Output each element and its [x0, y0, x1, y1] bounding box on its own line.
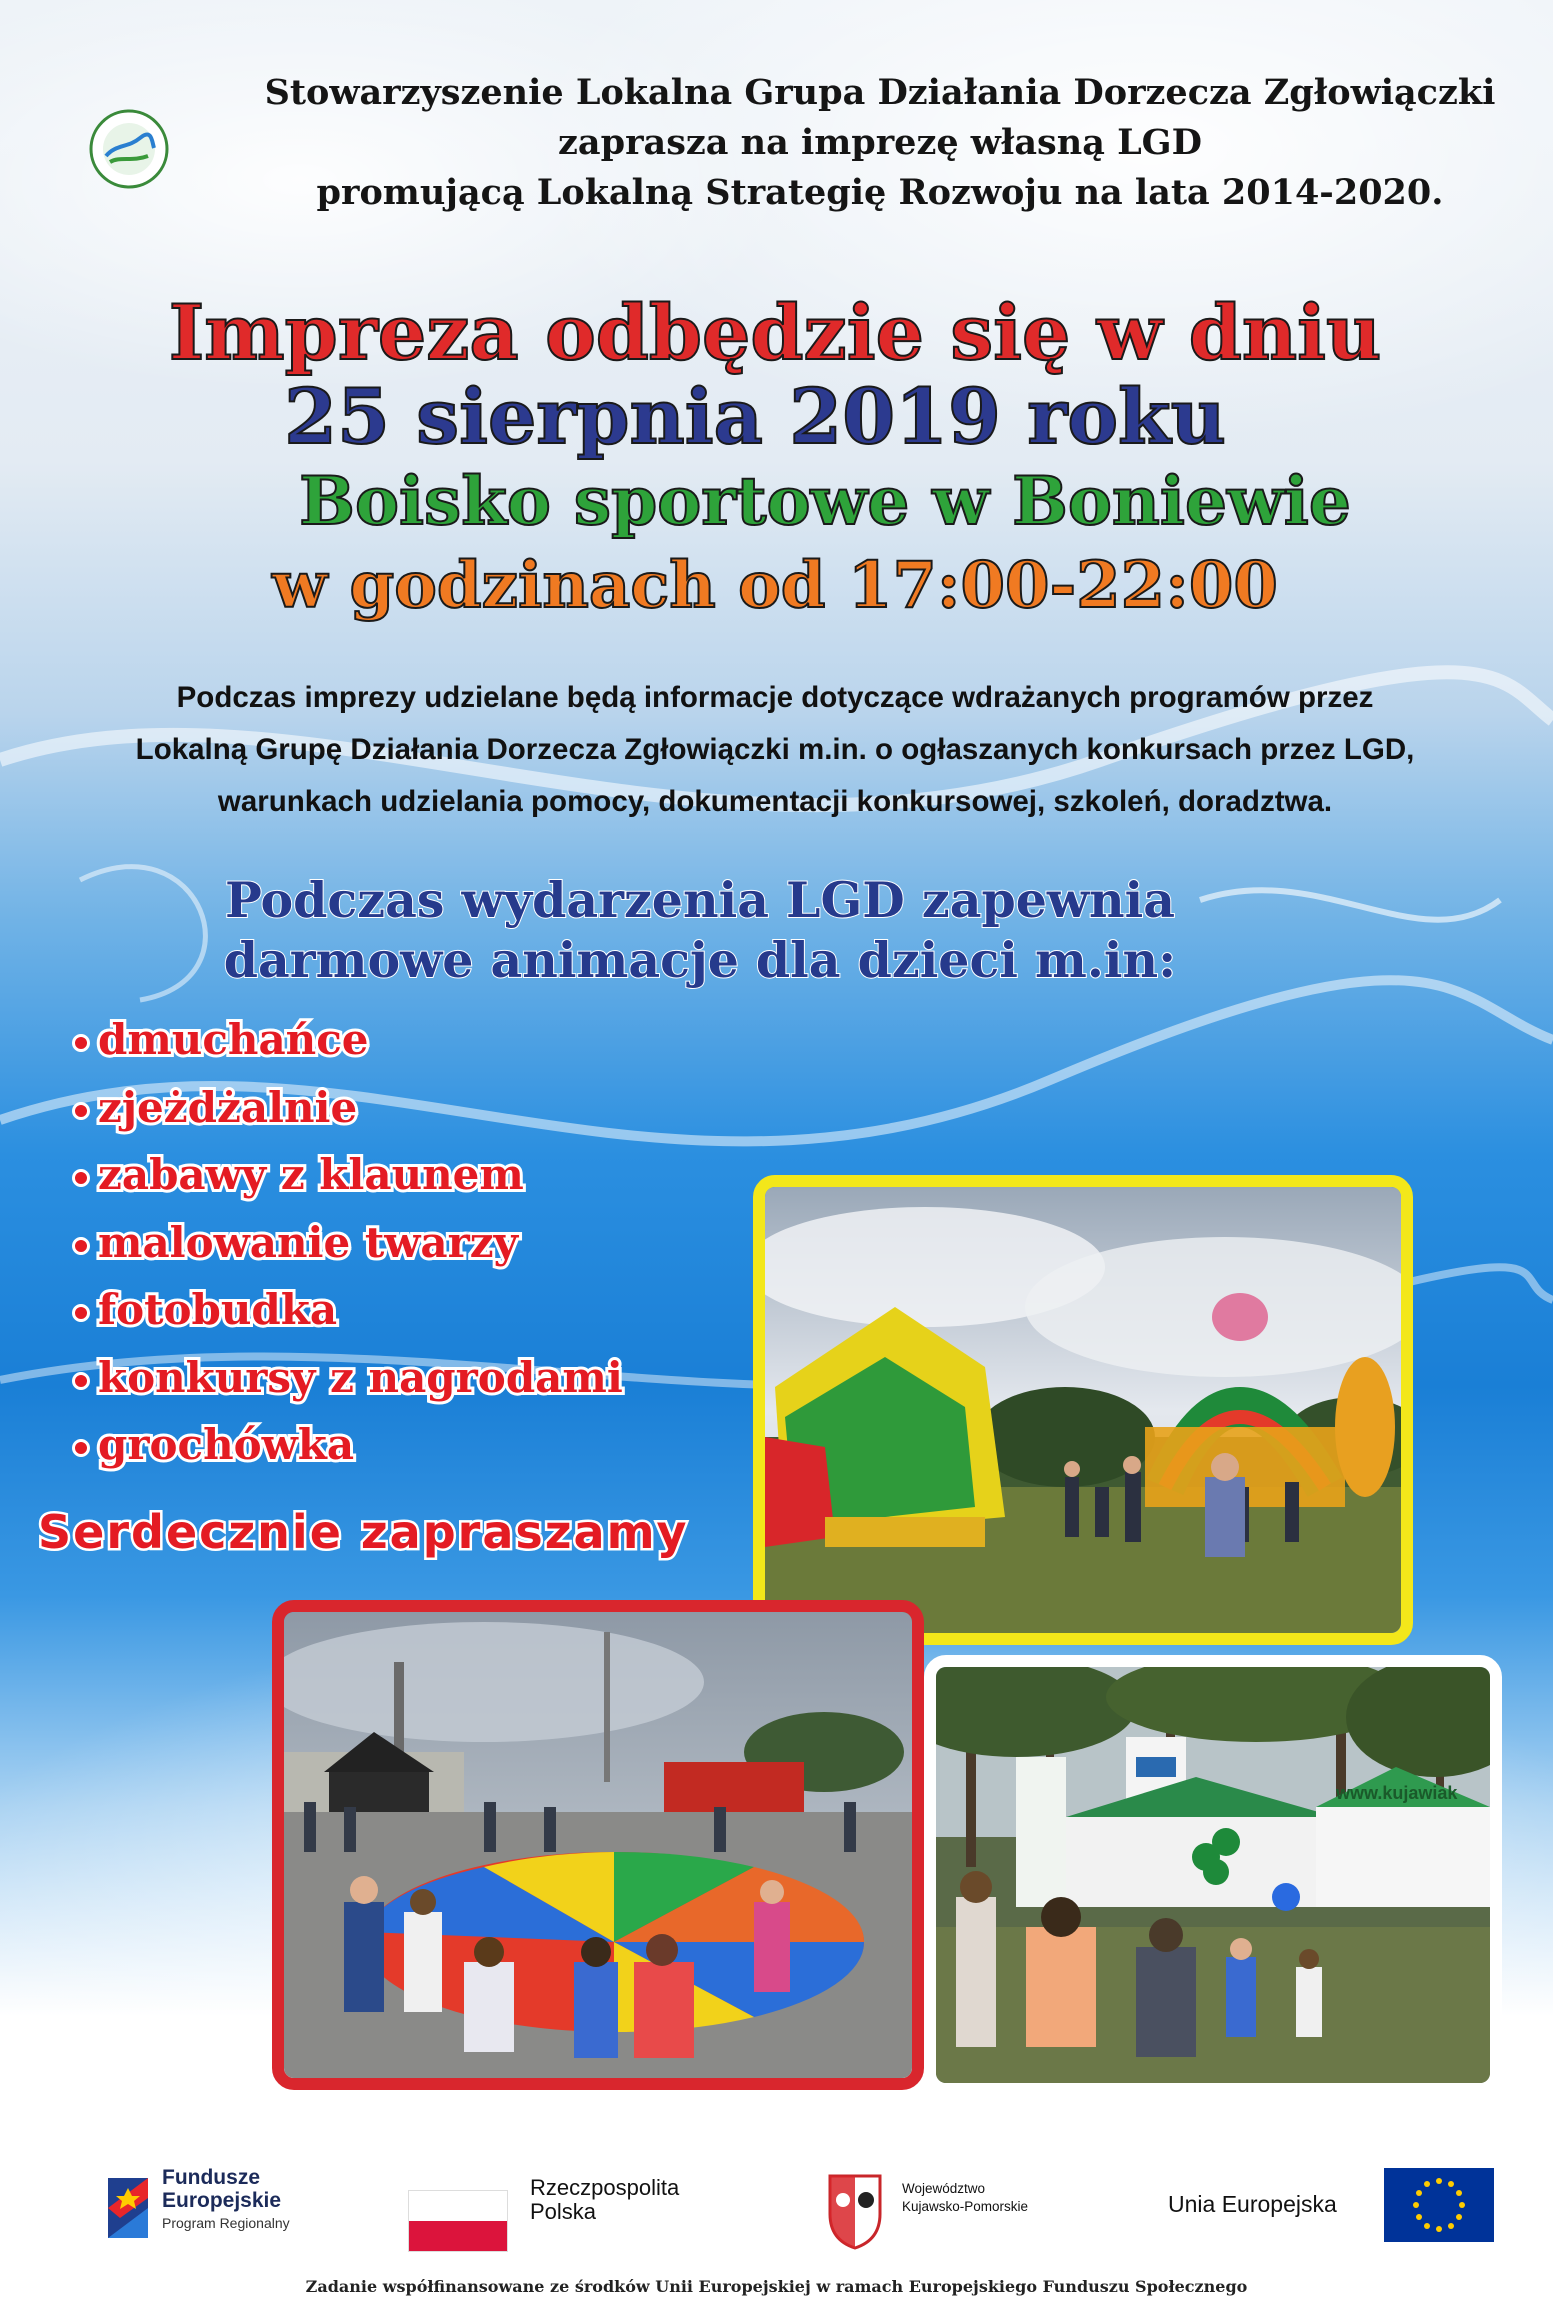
- organizer-intro: [250, 68, 1510, 218]
- tent-banner-text: www.kujawiak: [1336, 1783, 1458, 1803]
- event-info: [30, 672, 1520, 828]
- info-line-2: Lokalną Grupę Działania Dorzecza Zgłowiączki m.in. o ogłaszanych konkursach przez LGD,: [135, 733, 1415, 766]
- bullet-icon: [72, 1169, 90, 1187]
- unia-europejska-text: Unia Europejska: [1168, 2191, 1337, 2217]
- sponsors-footer: [0, 2140, 1553, 2313]
- event-date: 25 sierpnia 2019 roku: [284, 372, 1226, 461]
- list-item: dmuchańce: [72, 1006, 623, 1074]
- list-item: malowanie twarzy: [72, 1209, 623, 1277]
- event-headline: Impreza odbędzie się w dniu: [168, 288, 1382, 377]
- bullet-icon: [72, 1034, 90, 1052]
- bullet-icon: [72, 1237, 90, 1255]
- animations-list: [72, 1006, 623, 1479]
- bullet-icon: [72, 1372, 90, 1390]
- polish-flag-icon: [408, 2190, 508, 2252]
- invitation-text: Serdecznie zapraszamy: [38, 1505, 689, 1559]
- rzeczpospolita-polska-text: Rzeczpospolita Polska: [530, 2175, 680, 2224]
- bullet-icon: [72, 1304, 90, 1322]
- intro-line-1: Stowarzyszenie Lokalna Grupa Działania Dorzecza Zgłowiączki: [264, 72, 1496, 113]
- intro-line-2: zaprasza na imprezę własną LGD: [558, 122, 1202, 163]
- list-item: konkursy z nagrodami: [72, 1344, 623, 1412]
- photo-parachute-game: [272, 1600, 924, 2090]
- animations-line-2: darmowe animacje dla dzieci m.in:: [223, 931, 1177, 989]
- kujawsko-pomorskie-text: Województwo Kujawsko-Pomorskie: [902, 2181, 1029, 2214]
- fundusze-europejskie-text: Fundusze Europejskie Program Regionalny: [162, 2166, 290, 2231]
- photo-tents: [924, 1655, 1502, 2095]
- list-item: fotobudka: [72, 1276, 623, 1344]
- fundusze-europejskie-logo-icon: [100, 2168, 156, 2248]
- event-hours: w godzinach od 17:00-22:00: [272, 548, 1278, 623]
- list-item: zabawy z klaunem: [72, 1141, 623, 1209]
- list-item: grochówka: [72, 1411, 623, 1479]
- cofinancing-note: Zadanie współfinansowane ze środków Unii Europejskiej w ramach Europejskiego Funduszu Społecznego: [305, 2277, 1248, 2296]
- animations-heading: [150, 870, 1250, 990]
- info-line-1: Podczas imprezy udzielane będą informacje dotyczące wdrażanych programów przez: [176, 681, 1374, 714]
- list-item: zjeżdżalnie: [72, 1074, 623, 1142]
- animations-line-1: Podczas wydarzenia LGD zapewnia: [224, 871, 1176, 929]
- event-place: Boisko sportowe w Boniewie: [299, 462, 1351, 540]
- bullet-icon: [72, 1439, 90, 1457]
- eu-flag-icon: [1384, 2168, 1494, 2242]
- lgd-logo-icon: [88, 108, 170, 190]
- photo-bouncy-castles: [753, 1175, 1413, 1645]
- info-line-3: warunkach udzielania pomocy, dokumentacji konkursowej, szkoleń, doradztwa.: [217, 785, 1333, 818]
- intro-line-3: promującą Lokalną Strategię Rozwoju na lata 2014-2020.: [316, 172, 1444, 213]
- kujawsko-pomorskie-coat-of-arms-icon: [826, 2170, 884, 2250]
- bullet-icon: [72, 1102, 90, 1120]
